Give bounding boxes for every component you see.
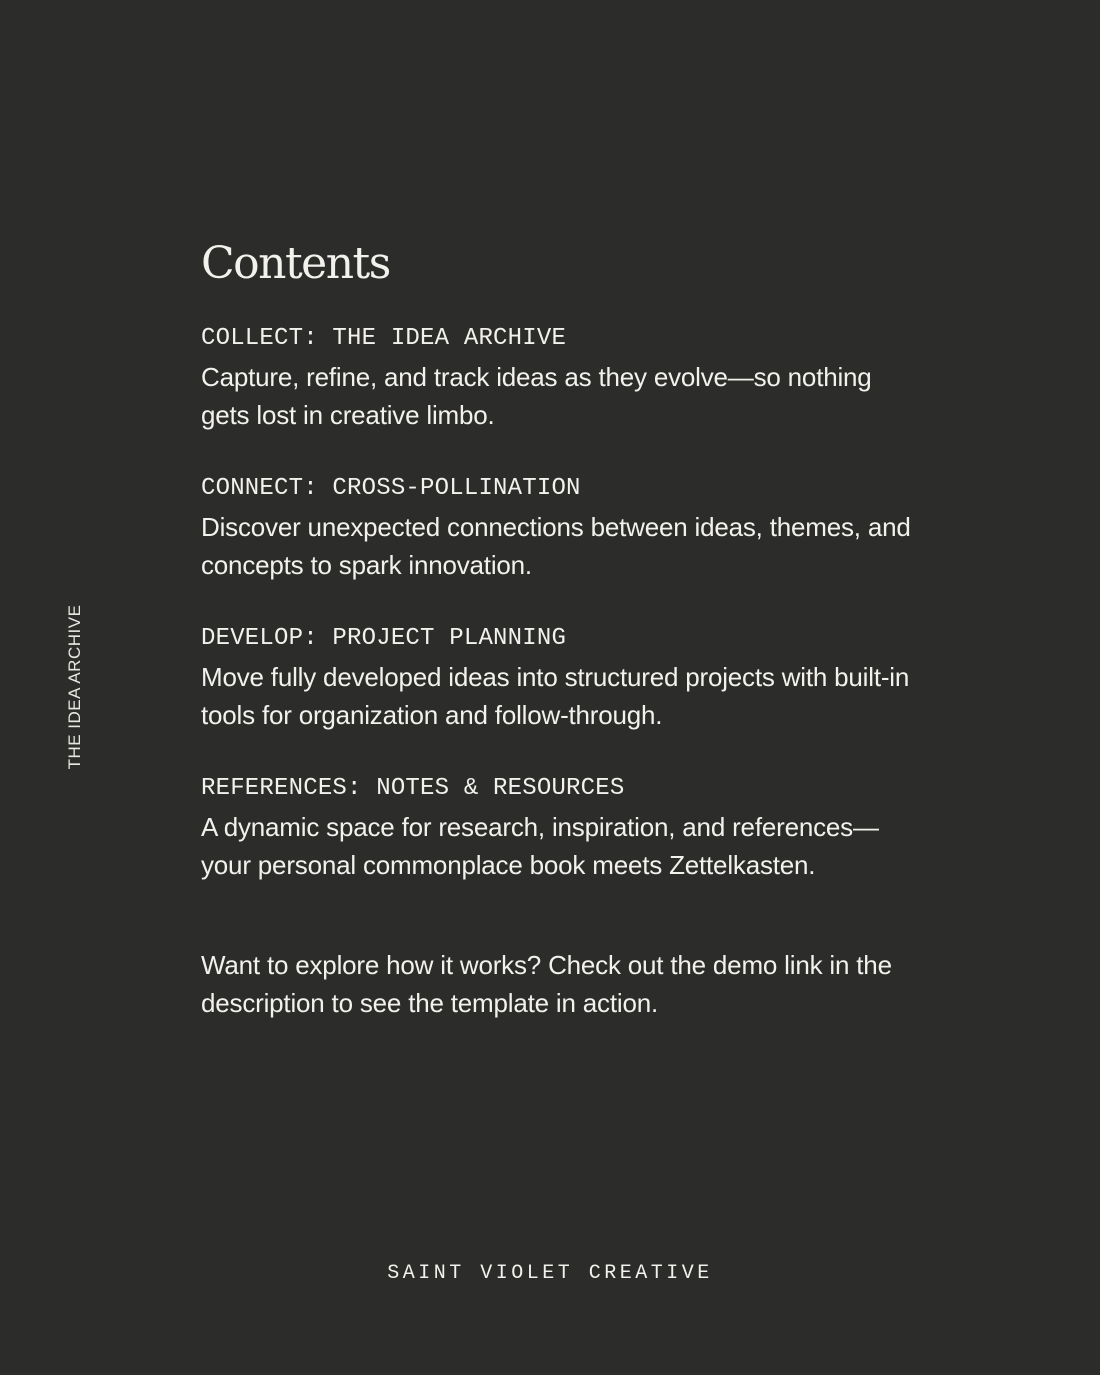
section-develop xyxy=(201,624,921,734)
page-title: Contents xyxy=(201,238,390,289)
closing-note: Want to explore how it works? Check out the demo link in the description to see the template in action. xyxy=(201,950,892,1019)
section-references xyxy=(201,774,921,884)
section-collect xyxy=(201,324,921,434)
section-description: Discover unexpected connections between ideas, themes, and concepts to spark innovation. xyxy=(201,512,911,581)
footer-brand: SAINT VIOLET CREATIVE xyxy=(387,1262,713,1285)
section-description: Move fully developed ideas into structured projects with built-in tools for organization and follow-through. xyxy=(201,662,910,731)
section-description: A dynamic space for research, inspiration, and references—your personal commonplace book meets Zettelkasten. xyxy=(201,812,879,881)
section-heading: REFERENCES: NOTES & RESOURCES xyxy=(201,775,625,803)
side-label: THE IDEA ARCHIVE xyxy=(65,604,84,770)
section-connect xyxy=(201,474,921,584)
section-heading: CONNECT: CROSS-POLLINATION xyxy=(201,475,581,503)
section-heading: DEVELOP: PROJECT PLANNING xyxy=(201,625,567,653)
section-heading: COLLECT: THE IDEA ARCHIVE xyxy=(201,325,567,353)
contents-block xyxy=(201,240,921,1022)
section-description: Capture, refine, and track ideas as they evolve—so nothing gets lost in creative limbo. xyxy=(201,362,872,431)
